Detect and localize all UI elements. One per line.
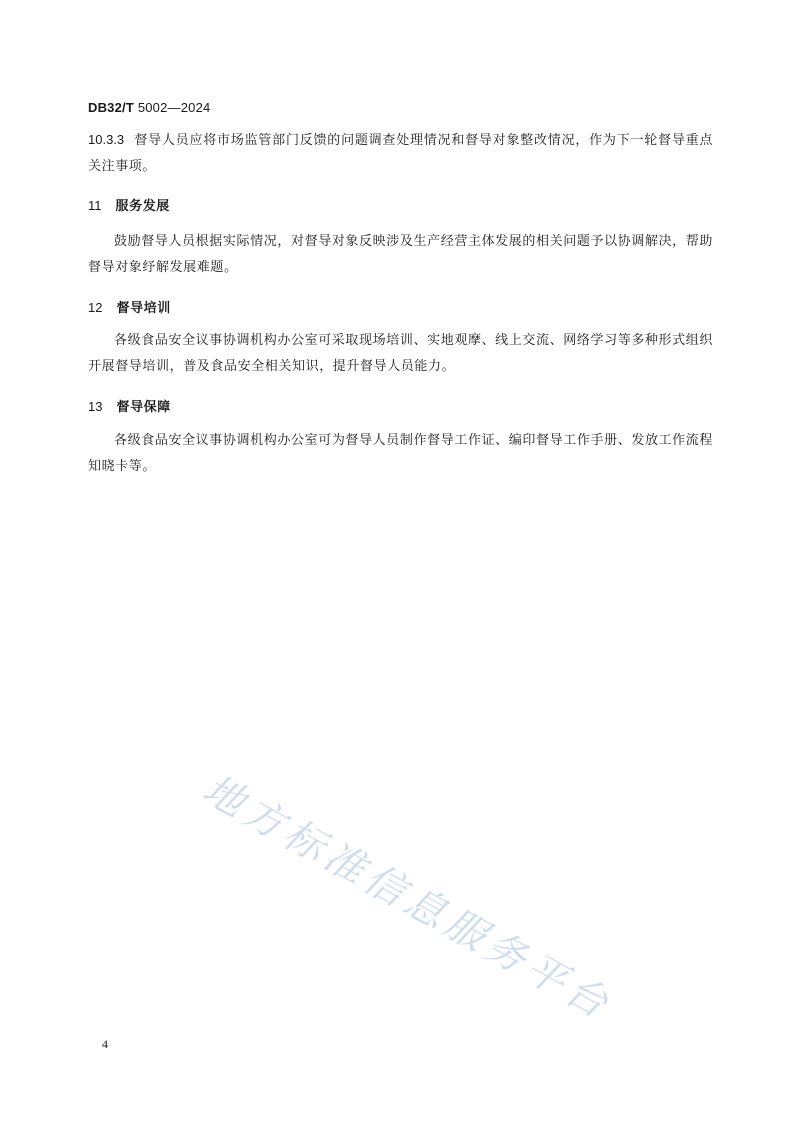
- clause-text: 督导人员应将市场监管部门反馈的问题调查处理情况和督导对象整改情况，作为下一轮督导重点关注事项。: [88, 133, 713, 174]
- standard-code: DB32/T: [88, 100, 134, 115]
- clause-10-3-3: [88, 127, 713, 180]
- section-11-heading: [88, 195, 170, 214]
- section-title: 服务发展: [115, 199, 170, 214]
- section-title: 督导保障: [116, 400, 171, 415]
- document-header: [88, 100, 210, 115]
- page-number: 4: [102, 1037, 108, 1051]
- section-12-text: 各级食品安全议事协调机构办公室可采取现场培训、实地观摩、线上交流、网络学习等多种形式组织开展督导培训，普及食品安全相关知识，提升督导人员能力。: [88, 333, 713, 374]
- section-12-heading: [88, 297, 171, 316]
- section-13-text: 各级食品安全议事协调机构办公室可为督导人员制作督导工作证、编印督导工作手册、发放工作流程知晓卡等。: [88, 433, 713, 474]
- section-number: 11: [88, 198, 102, 213]
- section-13-heading: [88, 396, 171, 415]
- section-11-text: 鼓励督导人员根据实际情况，对督导对象反映涉及生产经营主体发展的相关问题予以协调解决，帮助督导对象纾解发展难题。: [88, 234, 713, 275]
- clause-number: 10.3.3: [88, 132, 125, 147]
- watermark: 地方标准信息服务平台: [195, 766, 620, 1030]
- section-number: 12: [88, 300, 103, 315]
- section-title: 督导培训: [116, 301, 171, 316]
- section-number: 13: [88, 399, 103, 414]
- standard-number: 5002—2024: [137, 100, 211, 115]
